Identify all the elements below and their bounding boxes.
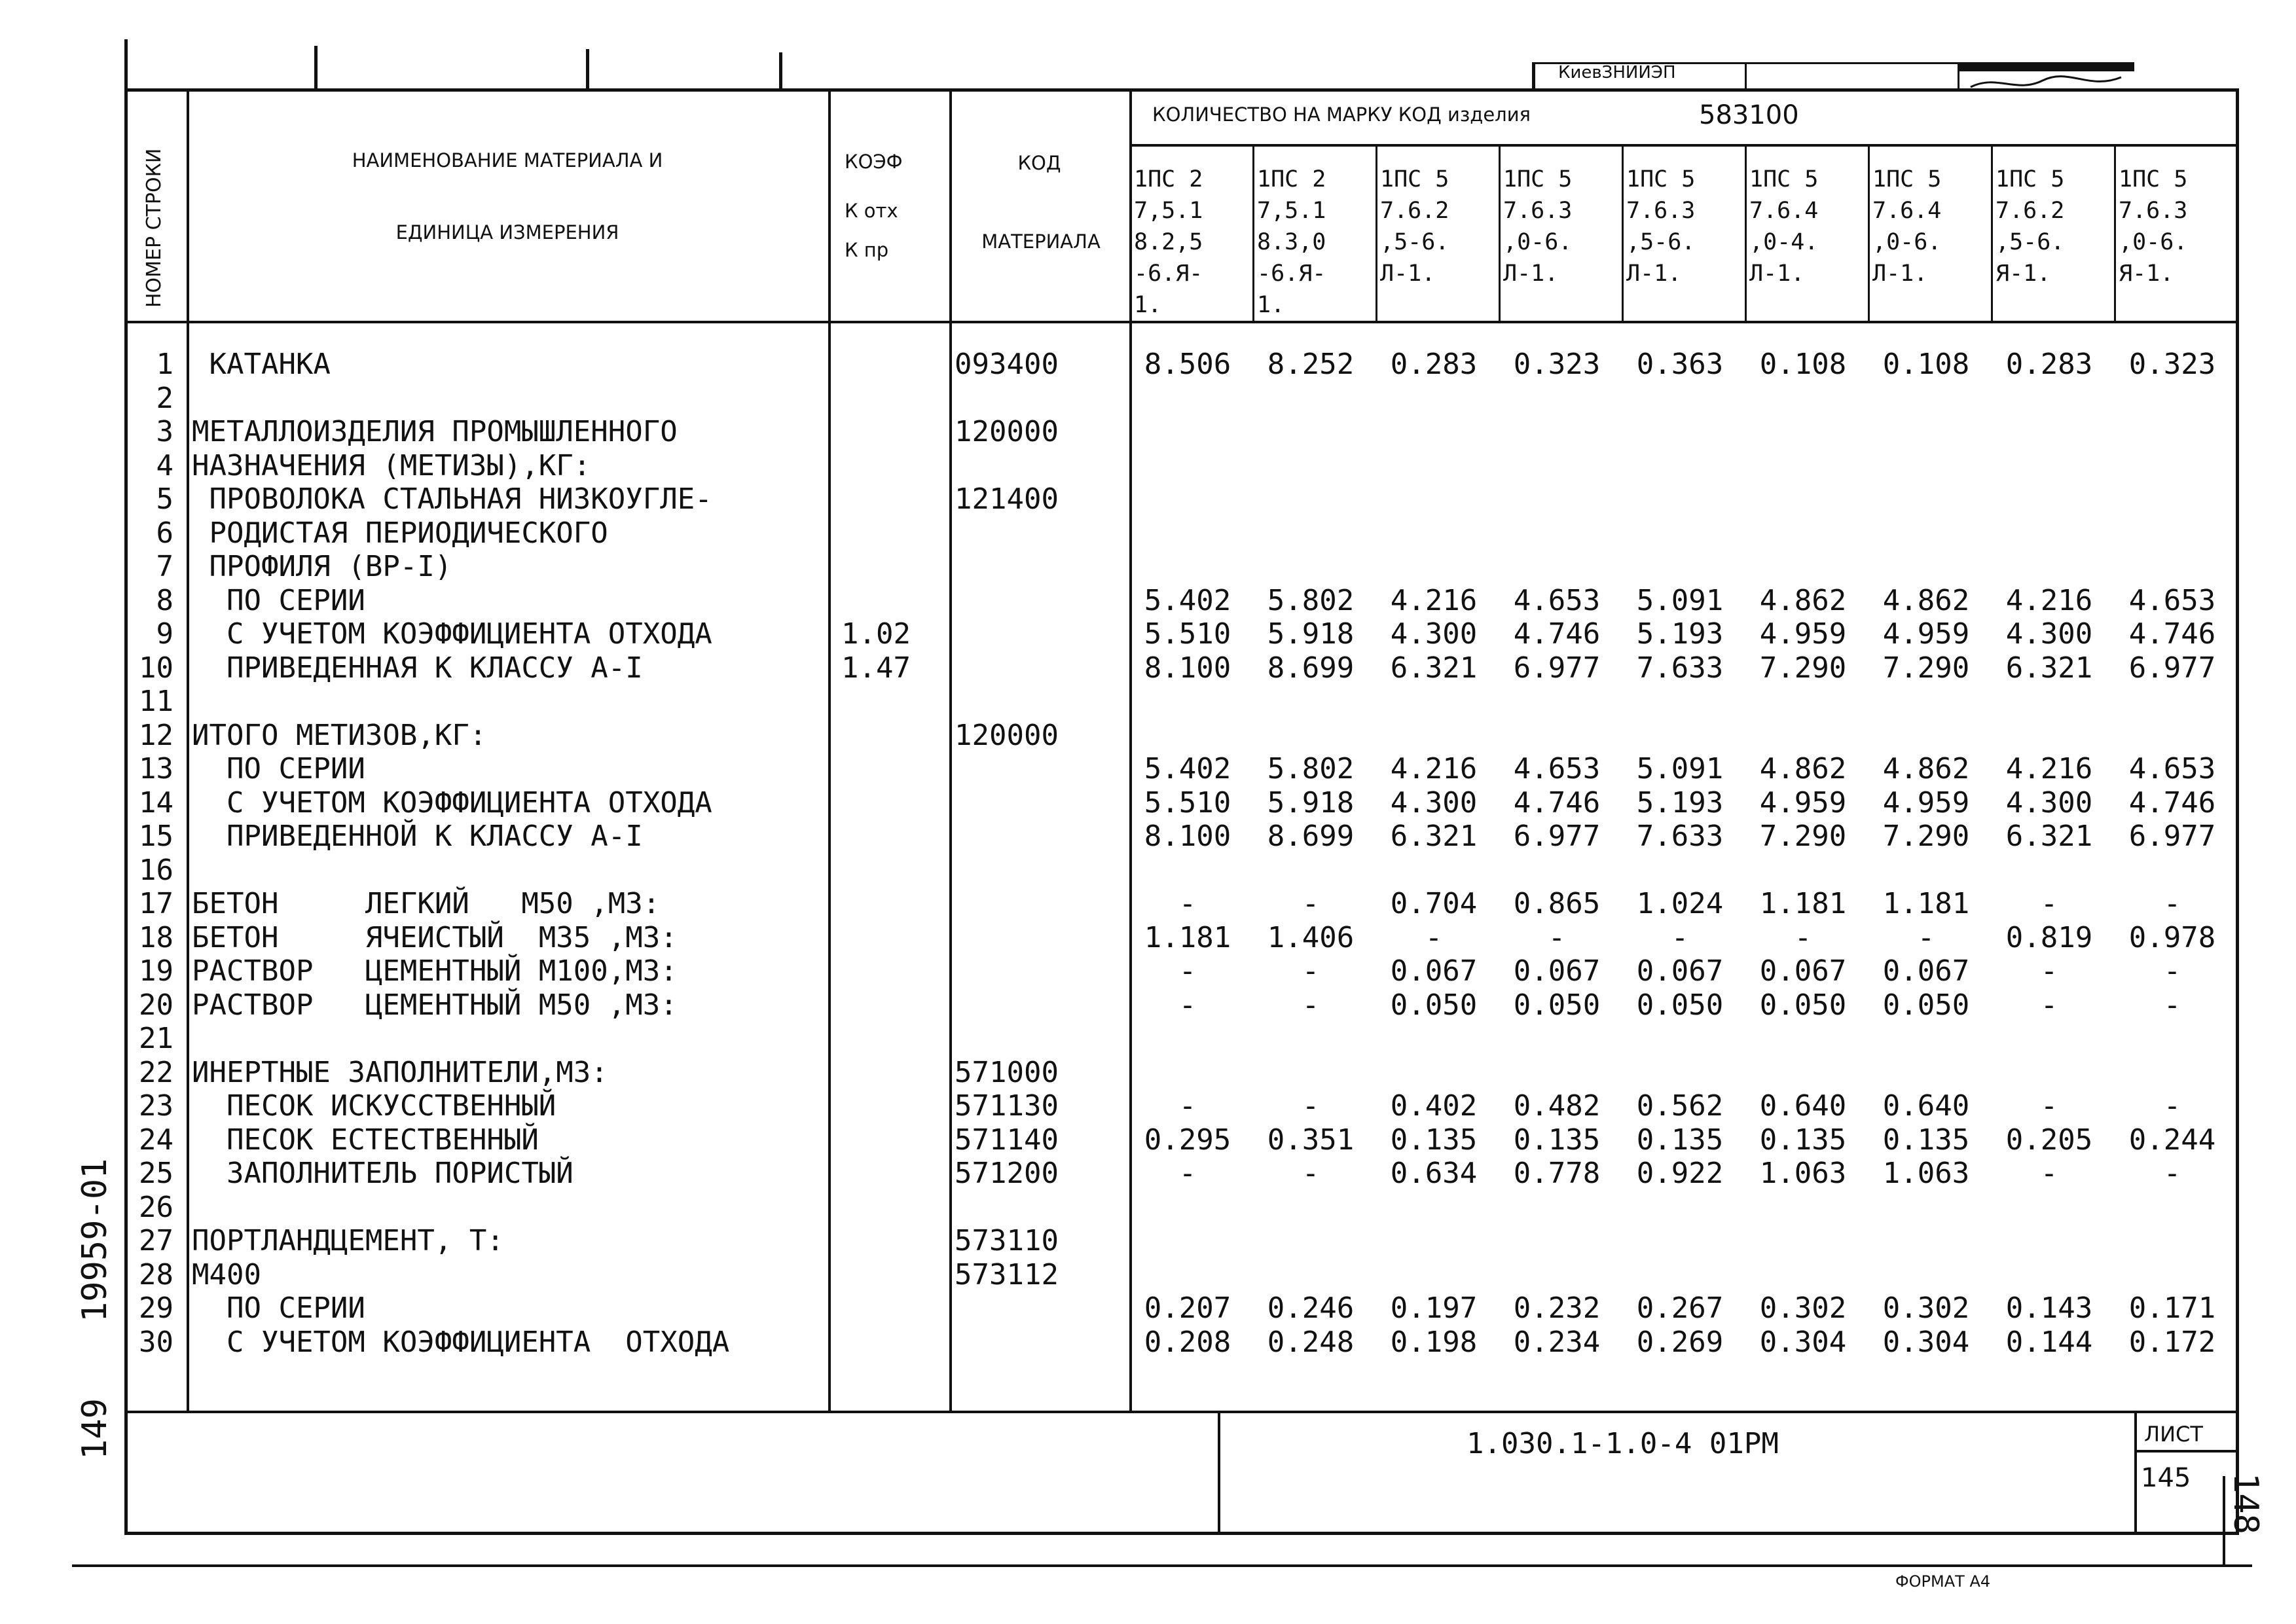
row-material-code: 120000 (955, 718, 1059, 752)
header-product-code: 583100 (1699, 100, 1799, 130)
row-value-cell: 0.704 (1390, 887, 1478, 920)
row-value-cell: 1.181 (1882, 887, 1970, 920)
row-number: 29 (139, 1291, 173, 1325)
row-value-cell: 4.653 (1513, 583, 1601, 617)
org-stamp: КиевЗНИИЭП (1558, 63, 1676, 82)
row-material-name: С УЧЕТОМ КОЭФФИЦИЕНТА ОТХОДА (192, 785, 712, 820)
row-value-cell: - (2040, 1157, 2058, 1190)
row-value-cell: 5.193 (1636, 617, 1724, 651)
row-number: 26 (139, 1190, 173, 1224)
row-value-cell: 0.050 (1882, 988, 1970, 1022)
row-value-cell: 4.746 (1513, 617, 1601, 651)
row-value-cell: 0.248 (1267, 1325, 1355, 1359)
row-material-code: 121400 (955, 482, 1059, 516)
row-value-cell: - (2040, 954, 2058, 988)
row-number: 5 (156, 482, 173, 516)
row-value-cell: 4.216 (2005, 583, 2093, 617)
row-number: 24 (139, 1123, 173, 1157)
row-value-cell: 1.181 (1759, 887, 1847, 920)
row-material-code: 571140 (955, 1123, 1059, 1157)
row-material-name: ПОРТЛАНДЦЕМЕНТ, Т: (192, 1224, 504, 1257)
row-value-cell: 0.143 (2005, 1291, 2093, 1325)
row-value-cell: 4.300 (1390, 785, 1478, 820)
row-value-cell: - (2163, 1157, 2181, 1190)
header-qty-title: КОЛИЧЕСТВО НА МАРКУ КОД изделия (1152, 103, 1531, 126)
row-value-cell: 5.802 (1267, 752, 1355, 785)
row-number: 28 (139, 1257, 173, 1291)
row-number: 17 (139, 887, 173, 920)
row-value-cell: - (2040, 1089, 2058, 1123)
row-value-cell: 0.050 (1636, 988, 1724, 1022)
row-material-name: ПРИВЕДЕННАЯ К КЛАССУ А-I (192, 651, 643, 685)
row-value-cell: 4.746 (2128, 785, 2216, 820)
side-page-number: 148 (2226, 1473, 2265, 1534)
row-value-cell: 0.640 (1882, 1089, 1970, 1123)
row-number: 7 (156, 550, 173, 583)
row-value-cell: 0.232 (1513, 1291, 1601, 1325)
row-material-name: ПО СЕРИИ (192, 583, 365, 617)
row-material-code: 120000 (955, 415, 1059, 448)
row-value-cell: 0.244 (2128, 1123, 2216, 1157)
row-value-cell: 7.290 (1759, 651, 1847, 685)
row-value-cell: 6.977 (2128, 820, 2216, 853)
row-value-cell: 4.653 (1513, 752, 1601, 785)
row-value-cell: 0.205 (2005, 1123, 2093, 1157)
row-material-code: 571000 (955, 1055, 1059, 1089)
row-number: 3 (156, 415, 173, 448)
row-value-cell: 0.363 (1636, 348, 1724, 381)
row-material-name: ПЕСОК ЕСТЕСТВЕННЫЙ (192, 1123, 539, 1157)
row-value-cell: 0.482 (1513, 1089, 1601, 1123)
row-value-cell: 0.865 (1513, 887, 1601, 920)
row-koef: 1.47 (841, 651, 911, 685)
row-value-cell: 7.290 (1882, 651, 1970, 685)
header-koef-line1: КОЭФ (845, 151, 903, 173)
row-value-cell: 5.918 (1267, 785, 1355, 820)
row-value-cell: 0.295 (1144, 1123, 1231, 1157)
row-value-cell: 4.746 (2128, 617, 2216, 651)
row-value-cell: - (2163, 887, 2181, 920)
row-value-cell: - (1178, 988, 1197, 1022)
row-material-name: ЗАПОЛНИТЕЛЬ ПОРИСТЫЙ (192, 1157, 574, 1190)
left-margin-page: 149 (75, 1398, 115, 1460)
row-value-cell: 0.778 (1513, 1157, 1601, 1190)
row-value-cell: 4.959 (1759, 785, 1847, 820)
row-material-name: МЕТАЛЛОИЗДЕЛИЯ ПРОМЫШЛЕННОГО (192, 415, 678, 448)
row-material-name: РОДИСТАЯ ПЕРИОДИЧЕСКОГО (192, 516, 608, 550)
row-value-cell: 4.300 (2005, 617, 2093, 651)
row-number: 25 (139, 1157, 173, 1190)
row-value-cell: 4.959 (1882, 617, 1970, 651)
row-number: 15 (139, 820, 173, 853)
row-value-cell: 8.699 (1267, 651, 1355, 685)
row-value-cell: 7.633 (1636, 651, 1724, 685)
row-number: 2 (156, 381, 173, 415)
row-value-cell: 0.108 (1759, 348, 1847, 381)
row-value-cell: 0.067 (1636, 954, 1724, 988)
row-value-cell: 0.198 (1390, 1325, 1478, 1359)
row-material-name: ПО СЕРИИ (192, 752, 365, 785)
row-value-cell: 0.304 (1759, 1325, 1847, 1359)
row-value-cell: 0.135 (1390, 1123, 1478, 1157)
row-value-cell: 1.181 (1144, 920, 1231, 954)
row-material-name: ИНЕРТНЫЕ ЗАПОЛНИТЕЛИ,М3: (192, 1055, 608, 1089)
row-value-cell: - (2163, 954, 2181, 988)
row-value-cell: 5.402 (1144, 583, 1231, 617)
row-value-cell: - (1302, 954, 1320, 988)
row-value-cell: 4.746 (1513, 785, 1601, 820)
mark-header-6: 1ПС 5 7.6.4 ,0-4. Л-1. (1749, 166, 1819, 287)
row-number: 23 (139, 1089, 173, 1123)
row-value-cell: 0.207 (1144, 1291, 1231, 1325)
row-value-cell: 4.862 (1882, 583, 1970, 617)
mark-header-4: 1ПС 5 7.6.3 ,0-6. Л-1. (1503, 166, 1573, 287)
row-value-cell: - (1425, 920, 1443, 954)
row-number: 19 (139, 954, 173, 988)
row-value-cell: 0.135 (1636, 1123, 1724, 1157)
row-value-cell: 7.633 (1636, 820, 1724, 853)
header-koef-line3: К пр (845, 239, 889, 261)
row-material-name: КАТАНКА (192, 348, 331, 381)
row-value-cell: - (1302, 988, 1320, 1022)
row-number: 18 (139, 920, 173, 954)
row-number: 13 (139, 752, 173, 785)
row-number: 27 (139, 1224, 173, 1257)
row-value-cell: 0.978 (2128, 920, 2216, 954)
header-code-line1: КОД (1017, 152, 1061, 174)
row-number: 30 (139, 1325, 173, 1359)
row-value-cell: 0.402 (1390, 1089, 1478, 1123)
row-value-cell: 5.510 (1144, 785, 1231, 820)
row-number: 12 (139, 718, 173, 752)
header-koef-line2: К отх (845, 200, 898, 222)
row-value-cell: 8.699 (1267, 820, 1355, 853)
row-value-cell: - (2040, 887, 2058, 920)
row-value-cell: 0.050 (1759, 988, 1847, 1022)
mark-header-7: 1ПС 5 7.6.4 ,0-6. Л-1. (1872, 166, 1942, 287)
row-number: 11 (139, 685, 173, 718)
row-value-cell: 6.321 (1390, 651, 1478, 685)
row-value-cell: 5.193 (1636, 785, 1724, 820)
row-value-cell: - (1178, 887, 1197, 920)
row-value-cell: 4.216 (1390, 583, 1478, 617)
row-material-name: ИТОГО МЕТИЗОВ,КГ: (192, 718, 487, 752)
row-number: 22 (139, 1055, 173, 1089)
mark-header-9: 1ПС 5 7.6.3 ,0-6. Я-1. (2119, 166, 2188, 287)
row-value-cell: 4.300 (2005, 785, 2093, 820)
row-material-name: РАСТВОР ЦЕМЕНТНЫЙ М50 ,М3: (192, 988, 678, 1022)
row-material-code: 571130 (955, 1089, 1059, 1123)
row-value-cell: 5.091 (1636, 583, 1724, 617)
sheet-number: 145 (2141, 1463, 2191, 1493)
row-value-cell: 0.640 (1759, 1089, 1847, 1123)
row-number: 20 (139, 988, 173, 1022)
row-value-cell: 4.959 (1882, 785, 1970, 820)
row-value-cell: - (1178, 954, 1197, 988)
row-value-cell: 0.323 (1513, 348, 1601, 381)
row-material-name: РАСТВОР ЦЕМЕНТНЫЙ М100,М3: (192, 954, 678, 988)
row-number: 6 (156, 516, 173, 550)
row-value-cell: 8.506 (1144, 348, 1231, 381)
row-value-cell: 4.653 (2128, 583, 2216, 617)
row-value-cell: 1.063 (1882, 1157, 1970, 1190)
row-value-cell: 8.252 (1267, 348, 1355, 381)
row-value-cell: 1.024 (1636, 887, 1724, 920)
row-value-cell: 0.562 (1636, 1089, 1724, 1123)
row-value-cell: 0.208 (1144, 1325, 1231, 1359)
row-value-cell: 0.144 (2005, 1325, 2093, 1359)
row-number: 16 (139, 853, 173, 887)
row-value-cell: - (1302, 1089, 1320, 1123)
row-value-cell: - (1794, 920, 1812, 954)
row-value-cell: - (2163, 1089, 2181, 1123)
document-code: 1.030.1-1.0-4 01РМ (1467, 1427, 1779, 1460)
row-material-name: ПРОФИЛЯ (ВР-I) (192, 550, 452, 583)
row-value-cell: 0.246 (1267, 1291, 1355, 1325)
row-value-cell: 5.918 (1267, 617, 1355, 651)
row-number: 14 (139, 785, 173, 820)
row-value-cell: 7.290 (1759, 820, 1847, 853)
row-material-name: С УЧЕТОМ КОЭФФИЦИЕНТА ОТХОДА (192, 617, 712, 651)
row-value-cell: 4.862 (1882, 752, 1970, 785)
row-number: 1 (156, 348, 173, 381)
row-value-cell: 0.634 (1390, 1157, 1478, 1190)
row-value-cell: 1.406 (1267, 920, 1355, 954)
row-material-code: 573110 (955, 1224, 1059, 1257)
mark-header-1: 1ПС 2 7,5.1 8.2,5 -6.Я- 1. (1134, 166, 1203, 318)
row-value-cell: 4.216 (2005, 752, 2093, 785)
row-material-code: 573112 (955, 1257, 1059, 1291)
row-number: 9 (156, 617, 173, 651)
row-material-name: БЕТОН ЛЕГКИЙ М50 ,М3: (192, 887, 661, 920)
sheet-label: ЛИСТ (2144, 1422, 2203, 1447)
row-material-name: БЕТОН ЯЧЕИСТЫЙ М35 ,М3: (192, 920, 678, 954)
row-value-cell: 0.304 (1882, 1325, 1970, 1359)
row-material-name: НАЗНАЧЕНИЯ (МЕТИЗЫ),КГ: (192, 448, 591, 482)
header-name-line1: НАИМЕНОВАНИЕ МАТЕРИАЛА И (352, 149, 663, 171)
row-value-cell: 5.802 (1267, 583, 1355, 617)
row-value-cell: - (1671, 920, 1689, 954)
header-name-line2: ЕДИНИЦА ИЗМЕРЕНИЯ (395, 221, 619, 244)
row-value-cell: 0.135 (1759, 1123, 1847, 1157)
row-value-cell: 5.091 (1636, 752, 1724, 785)
row-value-cell: 6.321 (1390, 820, 1478, 853)
row-value-cell: 8.100 (1144, 651, 1231, 685)
row-material-name: ПЕСОК ИСКУССТВЕННЫЙ (192, 1089, 556, 1123)
row-value-cell: 0.302 (1759, 1291, 1847, 1325)
row-value-cell: 4.300 (1390, 617, 1478, 651)
row-value-cell: - (1917, 920, 1935, 954)
row-value-cell: 6.977 (2128, 651, 2216, 685)
row-koef: 1.02 (841, 617, 911, 651)
left-margin-number: 19959-01 (75, 1158, 115, 1322)
row-value-cell: 0.234 (1513, 1325, 1601, 1359)
row-value-cell: 0.922 (1636, 1157, 1724, 1190)
header-code-line2: МАТЕРИАЛА (981, 230, 1101, 253)
row-value-cell: 7.290 (1882, 820, 1970, 853)
header-row-no: НОМЕР СТРОКИ (143, 148, 166, 308)
row-number: 21 (139, 1022, 173, 1055)
row-value-cell: - (1178, 1157, 1197, 1190)
mark-header-8: 1ПС 5 7.6.2 ,5-6. Я-1. (1995, 166, 2065, 287)
row-value-cell: 0.067 (1390, 954, 1478, 988)
row-material-name: С УЧЕТОМ КОЭФФИЦИЕНТА ОТХОДА (192, 1325, 730, 1359)
row-value-cell: 6.321 (2005, 651, 2093, 685)
row-value-cell: 1.063 (1759, 1157, 1847, 1190)
row-value-cell: 5.510 (1144, 617, 1231, 651)
row-value-cell: 6.321 (2005, 820, 2093, 853)
row-material-code: 571200 (955, 1157, 1059, 1190)
row-material-code: 093400 (955, 348, 1059, 381)
row-value-cell: 0.269 (1636, 1325, 1724, 1359)
row-value-cell: 0.302 (1882, 1291, 1970, 1325)
row-value-cell: 5.402 (1144, 752, 1231, 785)
row-value-cell: 4.862 (1759, 583, 1847, 617)
row-value-cell: 0.108 (1882, 348, 1970, 381)
row-value-cell: 0.135 (1513, 1123, 1601, 1157)
row-value-cell: 0.283 (2005, 348, 2093, 381)
row-material-name: М400 (192, 1257, 261, 1291)
row-value-cell: 0.351 (1267, 1123, 1355, 1157)
row-value-cell: - (1302, 887, 1320, 920)
row-value-cell: 0.067 (1882, 954, 1970, 988)
row-value-cell: 0.323 (2128, 348, 2216, 381)
row-value-cell: 4.862 (1759, 752, 1847, 785)
row-value-cell: 0.283 (1390, 348, 1478, 381)
row-number: 10 (139, 651, 173, 685)
row-value-cell: 0.819 (2005, 920, 2093, 954)
signature-scribble (1958, 71, 2134, 94)
row-material-name: ПО СЕРИИ (192, 1291, 365, 1325)
mark-header-2: 1ПС 2 7,5.1 8.3,0 -6.Я- 1. (1257, 166, 1326, 318)
mark-header-3: 1ПС 5 7.6.2 ,5-6. Л-1. (1380, 166, 1449, 287)
row-value-cell: 6.977 (1513, 820, 1601, 853)
row-value-cell: - (1178, 1089, 1197, 1123)
row-value-cell: - (1548, 920, 1566, 954)
row-value-cell: - (2040, 988, 2058, 1022)
row-value-cell: 0.067 (1513, 954, 1601, 988)
row-number: 4 (156, 448, 173, 482)
row-value-cell: 8.100 (1144, 820, 1231, 853)
row-value-cell: 0.171 (2128, 1291, 2216, 1325)
format-label: ФОРМАТ А4 (1895, 1572, 1991, 1591)
row-value-cell: 0.050 (1390, 988, 1478, 1022)
row-value-cell: - (2163, 988, 2181, 1022)
row-value-cell: 0.197 (1390, 1291, 1478, 1325)
row-number: 8 (156, 583, 173, 617)
row-material-name: ПРОВОЛОКА СТАЛЬНАЯ НИЗКОУГЛЕ- (192, 482, 712, 516)
row-value-cell: 0.050 (1513, 988, 1601, 1022)
row-value-cell: 0.267 (1636, 1291, 1724, 1325)
row-value-cell: 0.135 (1882, 1123, 1970, 1157)
row-value-cell: 0.172 (2128, 1325, 2216, 1359)
row-value-cell: 4.216 (1390, 752, 1478, 785)
row-value-cell: 6.977 (1513, 651, 1601, 685)
row-value-cell: 4.653 (2128, 752, 2216, 785)
row-value-cell: - (1302, 1157, 1320, 1190)
row-material-name: ПРИВЕДЕННОЙ К КЛАССУ А-I (192, 820, 643, 853)
mark-header-5: 1ПС 5 7.6.3 ,5-6. Л-1. (1626, 166, 1696, 287)
row-value-cell: 0.067 (1759, 954, 1847, 988)
row-value-cell: 4.959 (1759, 617, 1847, 651)
